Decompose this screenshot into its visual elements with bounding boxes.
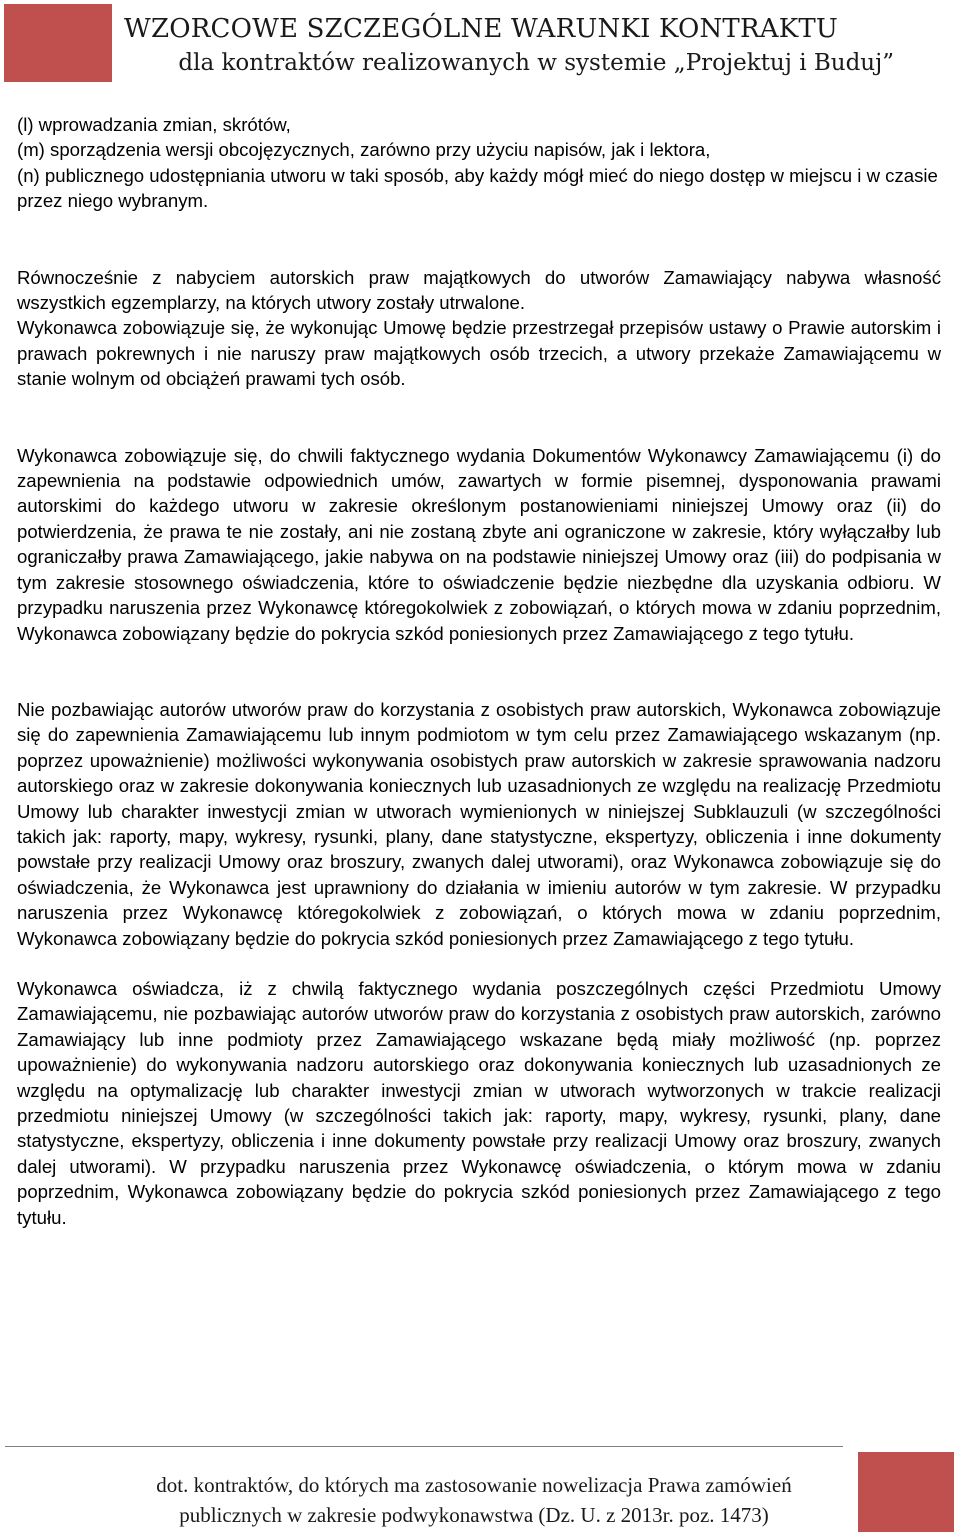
footer-note — [104, 1470, 844, 1530]
paragraph-rights-assurance: Wykonawca zobowiązuje się, do chwili faktycznego wydania Dokumentów Wykonawcy Zamawiającemu (i) do zapewnienia na podstawie odpowiednich umów, zawartych w formie pisemnej, dysponowania prawami autorskimi do każdego utworu w zakresie określonym postanowieniami niniejszej Umowy oraz (ii) do potwierdzenia, że prawa te nie zostały, ani nie zostaną zbyte ani ograniczone w zakresie, który wyłączałby lub ograniczałby prawa Zamawiającego, jakie nabywa on na podstawie niniejszej Umowy oraz (iii) do podpisania w tym zakresie stosownego oświadczenia, które to oświadczenie będzie niezbędne dla uzyskania odbioru. W przypadku naruszenia przez Wykonawcę któregokolwiek z zobowiązań, o których mowa w zdaniu poprzednim, Wykonawca zobowiązany będzie do pokrycia szkód poniesionych przez Zamawiającego z tego tytułu. — [17, 444, 941, 644]
document-header-title: WZORCOWE SZCZEGÓLNE WARUNKI KONTRAKTU — [124, 14, 838, 44]
document-header-subtitle: dla kontraktów realizowanych w systemie „Projektuj i Buduj” — [178, 50, 894, 76]
footer-divider — [5, 1446, 843, 1447]
list-item-l: (l) wprowadzania zmian, skrótów, — [17, 114, 291, 135]
list-item-m: (m) sporządzenia wersji obcojęzycznych, zarówno przy użyciu napisów, jak i lektora, — [17, 139, 711, 161]
paragraph-copyright-compliance: Wykonawca zobowiązuje się, że wykonując Umowę będzie przestrzegał przepisów ustawy o Prawie autorskim i prawach pokrewnych i nie naruszy praw majątkowych osób trzecich, a utwory przekaże Zamawiającemu w stanie wolnym od obciążeń prawami tych osób. — [17, 317, 941, 390]
header-accent-block — [4, 4, 112, 82]
paragraph-moral-rights: Nie pozbawiając autorów utworów praw do korzystania z osobistych praw autorskich, Wykonawca zobowiązuje się do zapewnienia Zamawiającemu lub innym podmiotom w tym celu przez Zamawiającego wskazanym (np. poprzez upoważnienie) możliwości wykonywania osobistych praw autorskich w zakresie sprawowania nadzoru autorskiego oraz w zakresie dokonywania koniecznych lub uzasadnionych ze względu na realizację Przedmiotu Umowy lub charakter inwestycji zmian w utworach wymienionych w niniejszej Subklauzuli (w szczególności takich jak: raporty, mapy, wykresy, rysunki, plany, dane statystyczne, ekspertyzy, obliczenia i inne dokumenty powstałe przy realizacji Umowy oraz broszury, zwanych dalej utworami), oraz Wykonawca zobowiązuje się do oświadczenia, że Wykonawca jest uprawniony do działania w imieniu autorów w tym zakresie. W przypadku naruszenia przez Wykonawcę któregokolwiek z zobowiązań, o których mowa w zdaniu poprzednim, Wykonawca zobowiązany będzie do pokrycia szkód poniesionych przez Zamawiającego z tego tytułu. — [17, 698, 941, 949]
footer-line-1: dot. kontraktów, do których ma zastosowanie nowelizacja Prawa zamówień — [156, 1473, 792, 1497]
document-body — [17, 112, 941, 1230]
paragraph-contractor-declaration: Wykonawca oświadcza, iż z chwilą faktycznego wydania poszczególnych części Przedmiotu Umowy Zamawiającemu, nie pozbawiając autorów utworów praw do korzystania z osobistych praw autorskich, zarówno Zamawiający lub inne podmioty przez Zamawiającego wskazane będą miały możliwość (np. poprzez upoważnienie) do wykonywania nadzoru autorskiego oraz dokonywania koniecznych lub uzasadnionych ze względu na optymalizację lub charakter inwestycji zmian w utworach wytworzonych w trakcie realizacji przedmiotu niniejszej Umowy (w szczególności takich jak: raporty, mapy, wykresy, rysunki, plany, dane statystyczne, ekspertyzy, obliczenia i inne dokumenty powstałe przy realizacji Umowy oraz broszury, zwanych dalej utworami). W przypadku naruszenia przez Wykonawcę oświadczenia, o którym mowa w zdaniu poprzednim, Wykonawca zobowiązany będzie do pokrycia szkód poniesionych przez Zamawiającego z tego tytułu. — [17, 977, 941, 1228]
list-item-n: (n) publicznego udostępniania utworu w taki sposób, aby każdy mógł mieć do niego dostęp w miejscu i w czasie przez niego wybranym. — [17, 164, 938, 212]
footer-accent-block — [858, 1452, 954, 1532]
footer-line-2: publicznych w zakresie podwykonawstwa (Dz. U. z 2013r. poz. 1473) — [179, 1503, 769, 1527]
paragraph-ownership: Równocześnie z nabyciem autorskich praw majątkowych do utworów Zamawiający nabywa własność wszystkich egzemplarzy, na których utwory zostały utrwalone. — [17, 266, 941, 314]
